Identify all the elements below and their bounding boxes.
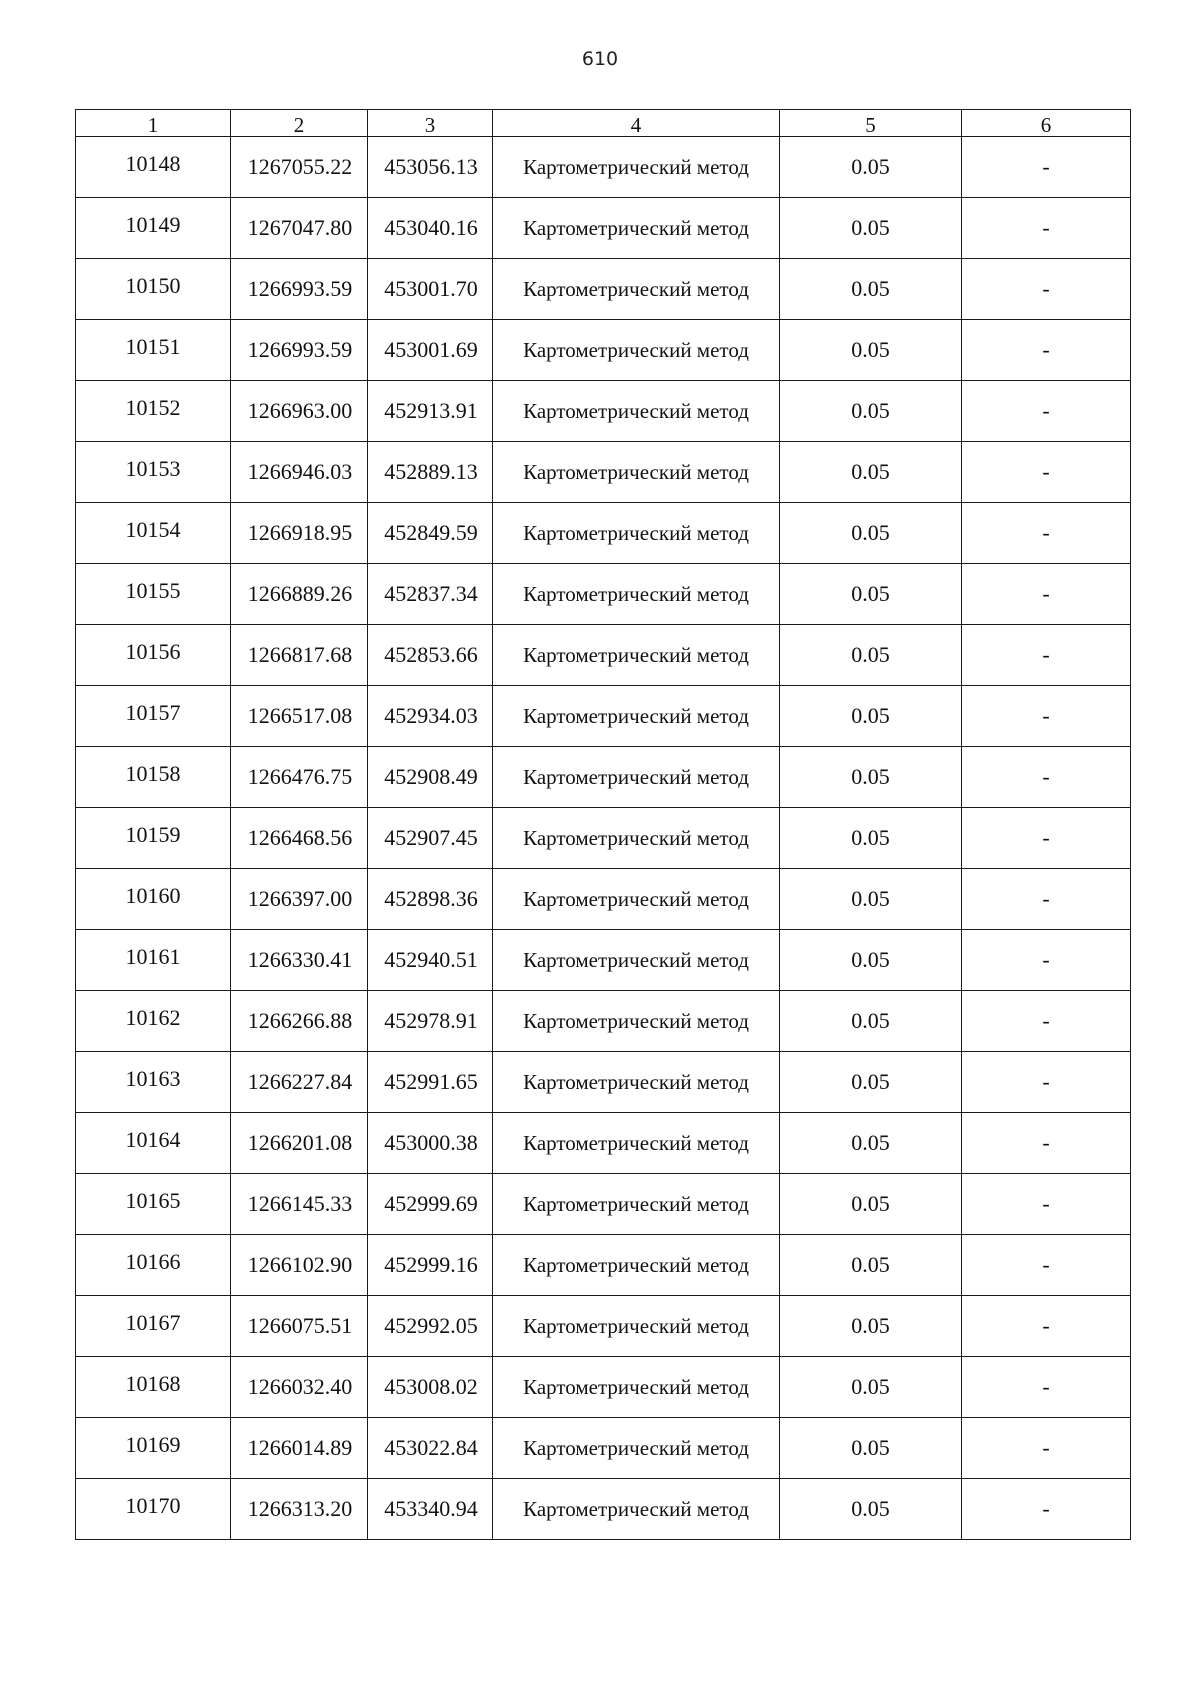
table-row	[76, 503, 1131, 564]
y-coordinate-cell: 452999.69	[368, 1174, 493, 1235]
note-cell: -	[962, 381, 1131, 442]
point-number-cell: 10148	[76, 137, 231, 198]
table-row	[76, 442, 1131, 503]
y-coordinate-cell: 453001.70	[368, 259, 493, 320]
note-cell: -	[962, 808, 1131, 869]
note-cell: -	[962, 1235, 1131, 1296]
table-row	[76, 1418, 1131, 1479]
accuracy-cell: 0.05	[780, 1479, 962, 1540]
y-coordinate-cell: 452908.49	[368, 747, 493, 808]
page-number: 610	[581, 48, 619, 70]
accuracy-cell: 0.05	[780, 442, 962, 503]
y-coordinate-cell: 452853.66	[368, 625, 493, 686]
accuracy-cell: 0.05	[780, 198, 962, 259]
table-row	[76, 747, 1131, 808]
note-cell: -	[962, 625, 1131, 686]
point-number-cell: 10161	[76, 930, 231, 991]
column-header: 1	[76, 110, 231, 137]
x-coordinate-cell: 1266266.88	[231, 991, 368, 1052]
table-row	[76, 1357, 1131, 1418]
point-number-cell: 10166	[76, 1235, 231, 1296]
note-cell: -	[962, 320, 1131, 381]
x-coordinate-cell: 1266313.20	[231, 1479, 368, 1540]
x-coordinate-cell: 1266993.59	[231, 320, 368, 381]
method-cell: Картометрический метод	[493, 1113, 780, 1174]
method-cell: Картометрический метод	[493, 442, 780, 503]
table-row	[76, 1479, 1131, 1540]
y-coordinate-cell: 452991.65	[368, 1052, 493, 1113]
y-coordinate-cell: 452837.34	[368, 564, 493, 625]
method-cell: Картометрический метод	[493, 747, 780, 808]
point-number-cell: 10155	[76, 564, 231, 625]
table-row	[76, 381, 1131, 442]
x-coordinate-cell: 1266476.75	[231, 747, 368, 808]
accuracy-cell: 0.05	[780, 320, 962, 381]
point-number-cell: 10156	[76, 625, 231, 686]
note-cell: -	[962, 442, 1131, 503]
method-cell: Картометрический метод	[493, 1357, 780, 1418]
accuracy-cell: 0.05	[780, 625, 962, 686]
table-row	[76, 137, 1131, 198]
table-body	[76, 137, 1131, 1540]
point-number-cell: 10159	[76, 808, 231, 869]
x-coordinate-cell: 1266145.33	[231, 1174, 368, 1235]
accuracy-cell: 0.05	[780, 381, 962, 442]
table-row	[76, 1296, 1131, 1357]
method-cell: Картометрический метод	[493, 1052, 780, 1113]
accuracy-cell: 0.05	[780, 808, 962, 869]
method-cell: Картометрический метод	[493, 930, 780, 991]
method-cell: Картометрический метод	[493, 1418, 780, 1479]
x-coordinate-cell: 1266014.89	[231, 1418, 368, 1479]
x-coordinate-cell: 1267055.22	[231, 137, 368, 198]
method-cell: Картометрический метод	[493, 1479, 780, 1540]
method-cell: Картометрический метод	[493, 991, 780, 1052]
x-coordinate-cell: 1266963.00	[231, 381, 368, 442]
point-number-cell: 10152	[76, 381, 231, 442]
note-cell: -	[962, 686, 1131, 747]
point-number-cell: 10165	[76, 1174, 231, 1235]
point-number-cell: 10149	[76, 198, 231, 259]
note-cell: -	[962, 1479, 1131, 1540]
method-cell: Картометрический метод	[493, 320, 780, 381]
note-cell: -	[962, 869, 1131, 930]
y-coordinate-cell: 452907.45	[368, 808, 493, 869]
method-cell: Картометрический метод	[493, 137, 780, 198]
y-coordinate-cell: 453001.69	[368, 320, 493, 381]
x-coordinate-cell: 1266330.41	[231, 930, 368, 991]
accuracy-cell: 0.05	[780, 686, 962, 747]
x-coordinate-cell: 1266227.84	[231, 1052, 368, 1113]
table-row	[76, 930, 1131, 991]
accuracy-cell: 0.05	[780, 564, 962, 625]
note-cell: -	[962, 1174, 1131, 1235]
y-coordinate-cell: 453008.02	[368, 1357, 493, 1418]
y-coordinate-cell: 453040.16	[368, 198, 493, 259]
method-cell: Картометрический метод	[493, 259, 780, 320]
table-row	[76, 198, 1131, 259]
method-cell: Картометрический метод	[493, 1296, 780, 1357]
accuracy-cell: 0.05	[780, 869, 962, 930]
column-header: 5	[780, 110, 962, 137]
method-cell: Картометрический метод	[493, 625, 780, 686]
table-row	[76, 1052, 1131, 1113]
note-cell: -	[962, 1113, 1131, 1174]
accuracy-cell: 0.05	[780, 747, 962, 808]
x-coordinate-cell: 1266918.95	[231, 503, 368, 564]
x-coordinate-cell: 1266517.08	[231, 686, 368, 747]
table-row	[76, 564, 1131, 625]
accuracy-cell: 0.05	[780, 1357, 962, 1418]
x-coordinate-cell: 1267047.80	[231, 198, 368, 259]
table-row	[76, 1174, 1131, 1235]
accuracy-cell: 0.05	[780, 1052, 962, 1113]
x-coordinate-cell: 1266889.26	[231, 564, 368, 625]
point-number-cell: 10169	[76, 1418, 231, 1479]
note-cell: -	[962, 564, 1131, 625]
table-row	[76, 1113, 1131, 1174]
point-number-cell: 10153	[76, 442, 231, 503]
note-cell: -	[962, 1357, 1131, 1418]
point-number-cell: 10157	[76, 686, 231, 747]
point-number-cell: 10163	[76, 1052, 231, 1113]
table-row	[76, 1235, 1131, 1296]
y-coordinate-cell: 452934.03	[368, 686, 493, 747]
accuracy-cell: 0.05	[780, 1418, 962, 1479]
accuracy-cell: 0.05	[780, 930, 962, 991]
column-header: 4	[493, 110, 780, 137]
x-coordinate-cell: 1266201.08	[231, 1113, 368, 1174]
y-coordinate-cell: 452992.05	[368, 1296, 493, 1357]
accuracy-cell: 0.05	[780, 991, 962, 1052]
x-coordinate-cell: 1266993.59	[231, 259, 368, 320]
y-coordinate-cell: 453000.38	[368, 1113, 493, 1174]
note-cell: -	[962, 1418, 1131, 1479]
x-coordinate-cell: 1266102.90	[231, 1235, 368, 1296]
point-number-cell: 10170	[76, 1479, 231, 1540]
point-number-cell: 10151	[76, 320, 231, 381]
table-row	[76, 320, 1131, 381]
note-cell: -	[962, 747, 1131, 808]
x-coordinate-cell: 1266468.56	[231, 808, 368, 869]
method-cell: Картометрический метод	[493, 869, 780, 930]
note-cell: -	[962, 930, 1131, 991]
y-coordinate-cell: 452940.51	[368, 930, 493, 991]
table-row	[76, 625, 1131, 686]
x-coordinate-cell: 1266946.03	[231, 442, 368, 503]
accuracy-cell: 0.05	[780, 1113, 962, 1174]
point-number-cell: 10154	[76, 503, 231, 564]
accuracy-cell: 0.05	[780, 1296, 962, 1357]
note-cell: -	[962, 198, 1131, 259]
table-row	[76, 686, 1131, 747]
point-number-cell: 10160	[76, 869, 231, 930]
y-coordinate-cell: 452898.36	[368, 869, 493, 930]
method-cell: Картометрический метод	[493, 1235, 780, 1296]
y-coordinate-cell: 452849.59	[368, 503, 493, 564]
method-cell: Картометрический метод	[493, 564, 780, 625]
y-coordinate-cell: 452913.91	[368, 381, 493, 442]
y-coordinate-cell: 453340.94	[368, 1479, 493, 1540]
point-number-cell: 10168	[76, 1357, 231, 1418]
y-coordinate-cell: 452978.91	[368, 991, 493, 1052]
accuracy-cell: 0.05	[780, 137, 962, 198]
y-coordinate-cell: 453056.13	[368, 137, 493, 198]
note-cell: -	[962, 1296, 1131, 1357]
accuracy-cell: 0.05	[780, 503, 962, 564]
accuracy-cell: 0.05	[780, 259, 962, 320]
x-coordinate-cell: 1266075.51	[231, 1296, 368, 1357]
x-coordinate-cell: 1266032.40	[231, 1357, 368, 1418]
point-number-cell: 10162	[76, 991, 231, 1052]
point-number-cell: 10150	[76, 259, 231, 320]
table-row	[76, 991, 1131, 1052]
column-header: 2	[231, 110, 368, 137]
point-number-cell: 10158	[76, 747, 231, 808]
table-row	[76, 869, 1131, 930]
method-cell: Картометрический метод	[493, 686, 780, 747]
column-header: 6	[962, 110, 1131, 137]
coordinates-table	[75, 109, 1131, 1540]
method-cell: Картометрический метод	[493, 381, 780, 442]
table-row	[76, 808, 1131, 869]
note-cell: -	[962, 137, 1131, 198]
column-header: 3	[368, 110, 493, 137]
point-number-cell: 10167	[76, 1296, 231, 1357]
note-cell: -	[962, 1052, 1131, 1113]
method-cell: Картометрический метод	[493, 1174, 780, 1235]
y-coordinate-cell: 452889.13	[368, 442, 493, 503]
header-row	[76, 110, 1131, 137]
accuracy-cell: 0.05	[780, 1174, 962, 1235]
x-coordinate-cell: 1266397.00	[231, 869, 368, 930]
table-row	[76, 259, 1131, 320]
note-cell: -	[962, 991, 1131, 1052]
x-coordinate-cell: 1266817.68	[231, 625, 368, 686]
y-coordinate-cell: 452999.16	[368, 1235, 493, 1296]
y-coordinate-cell: 453022.84	[368, 1418, 493, 1479]
method-cell: Картометрический метод	[493, 808, 780, 869]
accuracy-cell: 0.05	[780, 1235, 962, 1296]
note-cell: -	[962, 503, 1131, 564]
method-cell: Картометрический метод	[493, 198, 780, 259]
method-cell: Картометрический метод	[493, 503, 780, 564]
note-cell: -	[962, 259, 1131, 320]
point-number-cell: 10164	[76, 1113, 231, 1174]
